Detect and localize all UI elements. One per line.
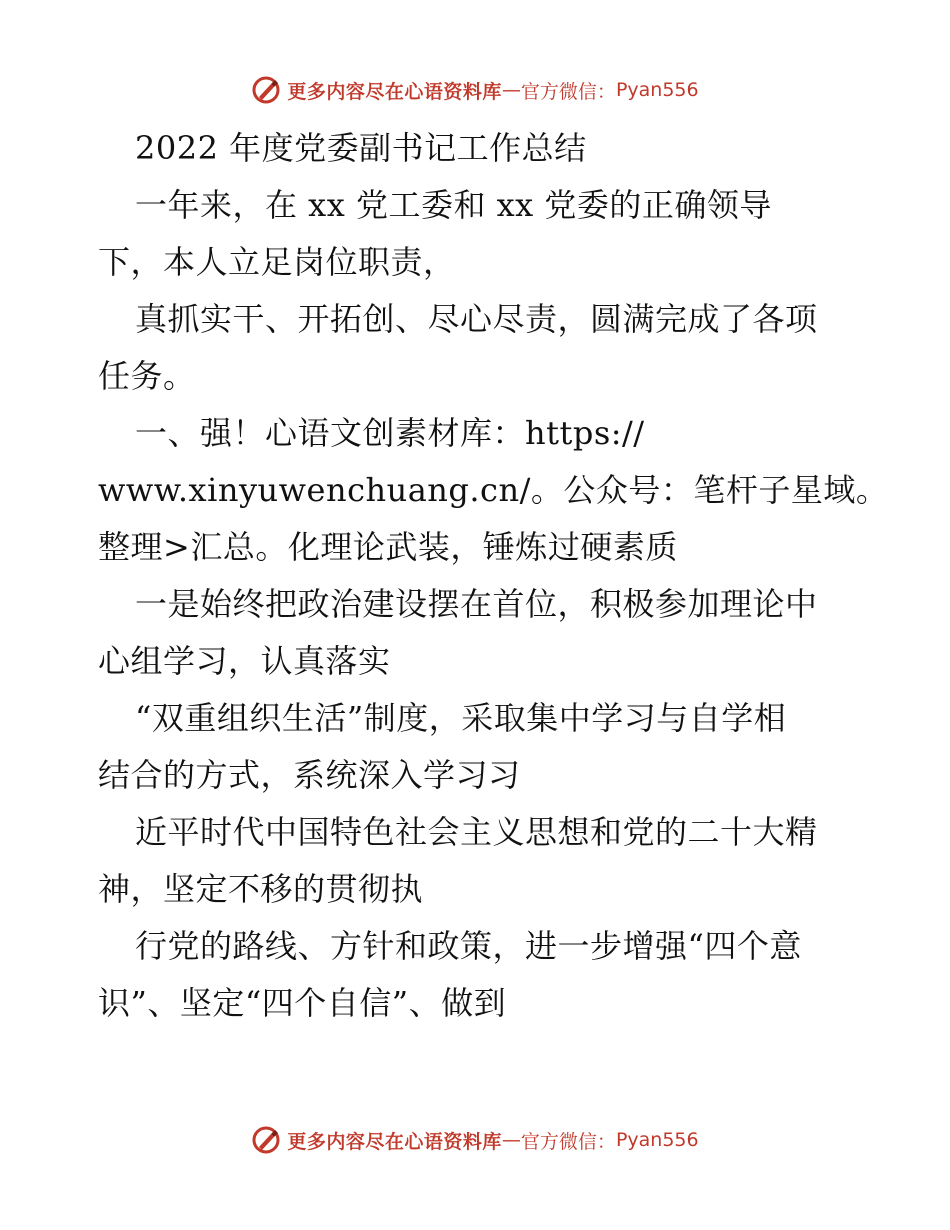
paragraph-line: 一年来，在 xx 党工委和 xx 党委的正确领导: [135, 186, 772, 224]
document-body: [98, 120, 889, 1032]
paragraph-line: 心组学习，认真落实: [98, 642, 391, 680]
pen-logo-icon: [251, 75, 281, 105]
paragraph-line: 任务。: [98, 357, 196, 395]
paragraph-line: 识”、坚定“四个自信”、做到: [98, 984, 507, 1022]
paragraph-line: 真抓实干、开拓创、尽心尽责，圆满完成了各项: [135, 300, 818, 338]
footer-brand-text: 更多内容尽在心语资料库: [287, 1130, 502, 1153]
header-banner: [0, 70, 950, 110]
footer-banner: [0, 1120, 950, 1160]
footer-dash: —: [501, 1129, 521, 1151]
paragraph-line: 结合的方式，系统深入学习习: [98, 756, 521, 794]
paragraph-line: 行党的路线、方针和政策，进一步增强“四个意: [135, 927, 802, 965]
footer-wechat-id: Pyan556: [615, 1129, 699, 1151]
header-brand-text: 更多内容尽在心语资料库: [287, 80, 502, 103]
paragraph-line: 下，本人立足岗位职责，: [98, 243, 456, 281]
document-title: 2022 年度党委副书记工作总结: [135, 129, 587, 167]
paragraph-line: “双重组织生活”制度，采取集中学习与自学相: [135, 699, 787, 737]
header-wechat-label: 官方微信：: [520, 80, 616, 103]
footer-wechat-label: 官方微信：: [520, 1130, 616, 1153]
section-heading-line: 一、强！心语文创素材库：https://: [135, 414, 645, 452]
paragraph-line: 神，坚定不移的贯彻执: [98, 870, 424, 908]
paragraph-line: www.xinyuwenchuang.cn/。公众号：笔杆子星域。: [98, 471, 889, 509]
header-dash: —: [501, 79, 521, 101]
paragraph-line: 整理>汇总。化理论武装，锤炼过硬素质: [98, 528, 678, 566]
header-wechat-id: Pyan556: [615, 79, 699, 101]
paragraph-line: 近平时代中国特色社会主义思想和党的二十大精: [135, 813, 818, 851]
pen-logo-icon: [251, 1125, 281, 1155]
paragraph-line: 一是始终把政治建设摆在首位，积极参加理论中: [135, 585, 818, 623]
